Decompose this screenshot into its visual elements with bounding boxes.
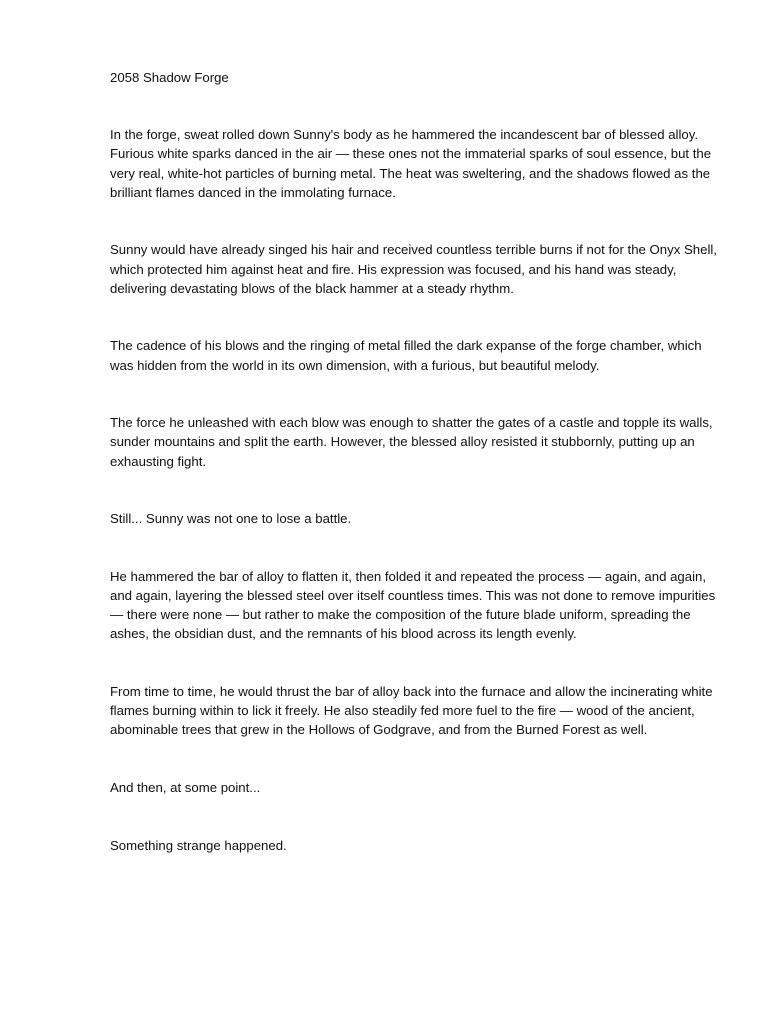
paragraph: The force he unleashed with each blow was enough to shatter the gates of a castle and topple its walls, sunder mountains and split the earth. However, the blessed alloy resisted it stubbornly, putting up an exhausting fight.: [110, 415, 713, 469]
chapter-title: 2058 Shadow Forge: [110, 70, 229, 85]
paragraph: From time to time, he would thrust the bar of alloy back into the furnace and allow the incinerating white flames burning within to lick it freely. He also steadily fed more fuel to the fire — wood of the ancient, abominable trees that grew in the Hollows of Godgrave, and from the Burned Forest as well.: [110, 684, 713, 738]
paragraph: In the forge, sweat rolled down Sunny's body as he hammered the incandescent bar of blessed alloy. Furious white sparks danced in the air — these ones not the immaterial sparks of soul essence, but the very real, white-hot particles of burning metal. The heat was sweltering, and the shadows flowed as the brilliant flames danced in the immolating furnace.: [110, 127, 712, 200]
paragraph: And then, at some point...: [110, 780, 261, 795]
paragraph: The cadence of his blows and the ringing of metal filled the dark expanse of the forge chamber, which was hidden from the world in its own dimension, with a furious, but beautiful melody.: [110, 338, 702, 373]
paragraph: Something strange happened.: [110, 837, 287, 853]
paragraph: He hammered the bar of alloy to flatten it, then folded it and repeated the process — again, and again, and again, layering the blessed steel over itself countless times. This was not done to remove impurities — there were none — but rather to make the composition of the future blade uniform, spreading the ashes, the obsidian dust, and the remnants of his blood across its length evenly.: [110, 568, 716, 642]
paragraph: Still... Sunny was not one to lose a battle.: [110, 511, 352, 527]
document-page: [110, 68, 720, 893]
paragraph: Sunny would have already singed his hair and received countless terrible burns if not for the Onyx Shell, which protected him against heat and fire. His expression was focused, and his hand was steady, delivering devastating blows of the black hammer at a steady rhythm.: [110, 242, 717, 296]
